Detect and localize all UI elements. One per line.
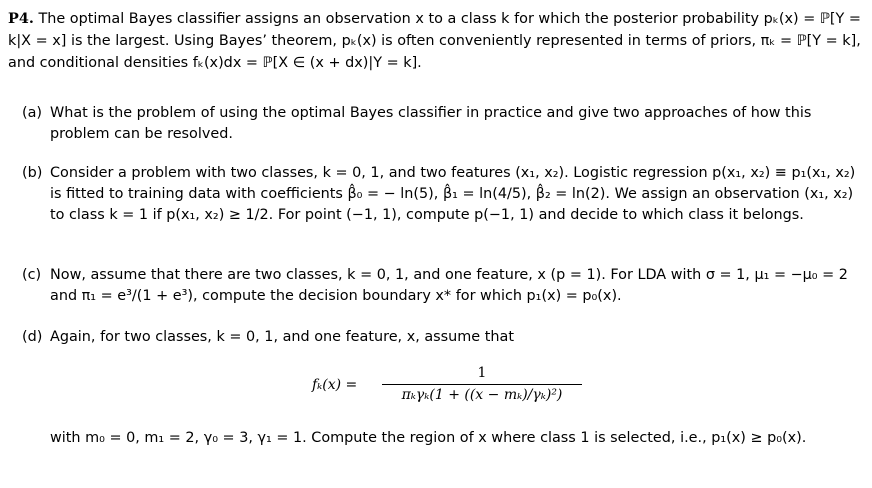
formula-lhs: fₖ(x) = xyxy=(312,377,358,393)
formula-numerator: 1 xyxy=(477,365,487,381)
part-d-followup-text: with m₀ = 0, m₁ = 2, γ₀ = 3, γ₁ = 1. Compute the region of x where class 1 is selected, i.e., p₁(x) ≥ p₀(x). xyxy=(50,430,807,446)
part-b xyxy=(22,163,862,226)
part-a xyxy=(22,103,862,145)
problem-intro-text: The optimal Bayes classifier assigns an observation x to a class k for which the posterior probability pₖ(x) = ℙ[Y = k|X = x] is the largest. Using Bayes’ theorem, pₖ(x) is often conveniently represented in terms of priors, πₖ = ℙ[Y = k], and conditional densities fₖ(x)dx = ℙ[X ∈ (x + dx)|Y = k]. xyxy=(8,11,861,71)
part-d xyxy=(22,327,862,348)
part-c xyxy=(22,265,862,307)
part-c-text: Now, assume that there are two classes, k = 0, 1, and one feature, x (p = 1). For LDA with σ = 1, μ₁ = −μ₀ = 2 and π₁ = e³/(1 + e³), compute the decision boundary x* for which p₁(x) = p₀(x). xyxy=(50,267,848,304)
part-c-label: (c) xyxy=(22,267,42,283)
part-b-text: Consider a problem with two classes, k = 0, 1, and two features (x₁, x₂). Logistic regression p(x₁, x₂) ≡ p₁(x₁, x₂) is fitted to training data with coefficients β̂₀ = − ln(5), β̂₁ = ln(4/5), β̂₂ = ln(2). We assign an observation (x₁, x₂) to class k = 1 if p(x₁, x₂) ≥ 1/2. For point (−1, 1), compute p(−1, 1) and decide to which class it belongs. xyxy=(50,165,856,223)
part-a-text: What is the problem of using the optimal Bayes classifier in practice and give two approaches of how this problem can be resolved. xyxy=(50,105,812,142)
formula-denominator: πₖγₖ(1 + ((x − mₖ)/γₖ)²) xyxy=(401,387,563,403)
density-formula xyxy=(312,365,612,407)
part-d-text: Again, for two classes, k = 0, 1, and one feature, x, assume that xyxy=(50,329,514,345)
part-d-label: (d) xyxy=(22,329,43,345)
part-a-label: (a) xyxy=(22,105,43,121)
part-d-followup xyxy=(22,428,862,449)
problem-label: P4. xyxy=(8,10,34,27)
fraction-bar xyxy=(382,384,582,385)
part-b-label: (b) xyxy=(22,165,43,181)
problem-statement xyxy=(8,8,864,74)
